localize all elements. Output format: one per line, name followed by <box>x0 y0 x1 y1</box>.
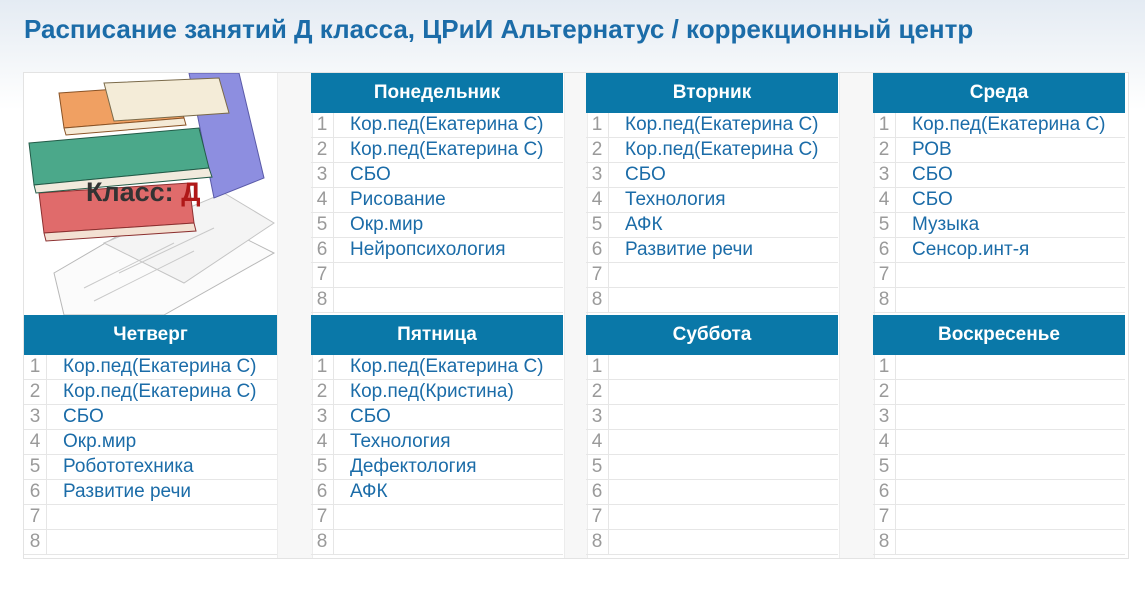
lesson-row <box>586 238 838 263</box>
lesson-subject <box>609 480 838 504</box>
day-header: Среда <box>873 73 1125 113</box>
lesson-number: 8 <box>873 530 896 554</box>
lesson-subject: Кор.пед(Екатерина С) <box>350 114 544 135</box>
lesson-number: 1 <box>586 355 609 379</box>
lesson-row <box>873 380 1125 405</box>
day-column-sunday <box>873 315 1125 555</box>
lesson-row <box>586 530 838 555</box>
class-label <box>86 177 200 208</box>
lesson-number: 5 <box>873 213 896 237</box>
lesson-subject: Кор.пед(Екатерина С) <box>63 381 257 402</box>
lesson-subject: Развитие речи <box>63 481 191 502</box>
lesson-subject: Технология <box>625 189 726 210</box>
lesson-row <box>311 505 563 530</box>
column-gap <box>277 73 313 558</box>
day-column-saturday <box>586 315 838 555</box>
lesson-row <box>24 430 277 455</box>
lesson-subject: Развитие речи <box>625 239 753 260</box>
lesson-number: 6 <box>586 480 609 504</box>
lesson-list <box>24 355 277 555</box>
lesson-number: 2 <box>873 138 896 162</box>
lesson-row <box>873 238 1125 263</box>
lesson-row <box>311 138 563 163</box>
lesson-number: 7 <box>586 505 609 529</box>
lesson-row <box>873 480 1125 505</box>
lesson-number: 8 <box>586 288 609 312</box>
lesson-row <box>24 455 277 480</box>
day-column-monday <box>311 73 563 313</box>
lesson-number: 3 <box>24 405 47 429</box>
lesson-row <box>873 263 1125 288</box>
lesson-row <box>24 480 277 505</box>
day-header: Воскресенье <box>873 315 1125 355</box>
lesson-number: 2 <box>586 138 609 162</box>
lesson-number: 1 <box>24 355 47 379</box>
lesson-number: 4 <box>311 430 334 454</box>
lesson-row <box>873 138 1125 163</box>
class-label-text: Класс: <box>86 177 174 207</box>
lesson-row <box>586 113 838 138</box>
lesson-row <box>873 163 1125 188</box>
lesson-number: 5 <box>24 455 47 479</box>
lesson-number: 6 <box>311 238 334 262</box>
lesson-number: 2 <box>24 380 47 404</box>
lesson-number: 5 <box>311 455 334 479</box>
lesson-subject: Рисование <box>350 189 446 210</box>
schedule-grid <box>23 72 1129 559</box>
lesson-row <box>873 188 1125 213</box>
lesson-subject: Кор.пед(Екатерина С) <box>63 356 257 377</box>
lesson-row <box>586 380 838 405</box>
lesson-row <box>873 355 1125 380</box>
lesson-subject <box>896 480 1125 504</box>
lesson-list <box>311 113 563 313</box>
lesson-subject <box>609 380 838 404</box>
lesson-row <box>311 263 563 288</box>
lesson-subject: Нейропсихология <box>350 239 506 260</box>
lesson-number: 3 <box>586 405 609 429</box>
lesson-row <box>311 480 563 505</box>
column-gap <box>839 73 875 558</box>
lesson-number: 7 <box>311 263 334 287</box>
lesson-number: 4 <box>873 430 896 454</box>
lesson-list <box>586 355 838 555</box>
class-illustration-box <box>24 73 277 315</box>
lesson-row <box>311 213 563 238</box>
lesson-subject: Кор.пед(Екатерина С) <box>350 356 544 377</box>
lesson-subject: Кор.пед(Кристина) <box>350 381 514 402</box>
lesson-row <box>873 288 1125 313</box>
lesson-row <box>586 505 838 530</box>
lesson-number: 5 <box>586 213 609 237</box>
lesson-subject: Окр.мир <box>63 431 137 452</box>
lesson-subject <box>896 380 1125 404</box>
lesson-subject <box>334 288 563 312</box>
lesson-list <box>873 355 1125 555</box>
lesson-number: 7 <box>24 505 47 529</box>
lesson-subject <box>609 455 838 479</box>
lesson-number: 8 <box>873 288 896 312</box>
lesson-row <box>24 355 277 380</box>
lesson-number: 4 <box>24 430 47 454</box>
lesson-row <box>586 480 838 505</box>
lesson-subject <box>609 288 838 312</box>
lesson-subject: Музыка <box>912 214 980 235</box>
lesson-subject: Робототехника <box>63 456 194 477</box>
lesson-row <box>24 380 277 405</box>
lesson-row <box>311 430 563 455</box>
lesson-number: 2 <box>311 380 334 404</box>
lesson-number: 6 <box>311 480 334 504</box>
lesson-number: 2 <box>873 380 896 404</box>
lesson-subject <box>896 505 1125 529</box>
lesson-row <box>586 188 838 213</box>
lesson-subject <box>334 530 563 554</box>
lesson-row <box>311 530 563 555</box>
lesson-number: 6 <box>24 480 47 504</box>
lesson-row <box>873 405 1125 430</box>
lesson-row <box>24 505 277 530</box>
lesson-row <box>586 263 838 288</box>
lesson-subject <box>609 505 838 529</box>
lesson-row <box>586 163 838 188</box>
lesson-subject: СБО <box>625 164 666 185</box>
lesson-row <box>311 238 563 263</box>
lesson-number: 2 <box>311 138 334 162</box>
lesson-number: 8 <box>586 530 609 554</box>
lesson-subject: СБО <box>912 189 953 210</box>
lesson-number: 5 <box>873 455 896 479</box>
lesson-subject: РОВ <box>912 139 952 160</box>
lesson-list <box>311 355 563 555</box>
lesson-row <box>586 455 838 480</box>
lesson-subject <box>896 288 1125 312</box>
lesson-subject <box>896 430 1125 454</box>
lesson-subject: СБО <box>912 164 953 185</box>
lesson-number: 4 <box>873 188 896 212</box>
lesson-number: 7 <box>586 263 609 287</box>
lesson-row <box>873 213 1125 238</box>
lesson-row <box>586 430 838 455</box>
lesson-number: 3 <box>873 405 896 429</box>
lesson-subject <box>609 405 838 429</box>
class-value: Д <box>181 177 201 207</box>
lesson-number: 4 <box>586 430 609 454</box>
lesson-row <box>311 113 563 138</box>
lesson-subject <box>609 430 838 454</box>
day-column-friday <box>311 315 563 555</box>
lesson-row <box>586 355 838 380</box>
lesson-subject <box>896 355 1125 379</box>
lesson-row <box>873 430 1125 455</box>
day-column-thursday <box>24 315 277 555</box>
lesson-row <box>586 213 838 238</box>
lesson-number: 1 <box>311 355 334 379</box>
lesson-row <box>586 405 838 430</box>
lesson-subject: Кор.пед(Екатерина С) <box>625 114 819 135</box>
lesson-subject <box>47 505 277 529</box>
lesson-subject <box>896 263 1125 287</box>
lesson-number: 7 <box>873 263 896 287</box>
lesson-row <box>24 530 277 555</box>
lesson-row <box>311 163 563 188</box>
lesson-list <box>873 113 1125 313</box>
day-header: Суббота <box>586 315 838 355</box>
lesson-row <box>311 455 563 480</box>
lesson-row <box>311 355 563 380</box>
lesson-number: 4 <box>311 188 334 212</box>
lesson-number: 8 <box>311 530 334 554</box>
lesson-row <box>873 113 1125 138</box>
lesson-number: 1 <box>586 113 609 137</box>
lesson-subject: Сенсор.инт-я <box>912 239 1030 260</box>
lesson-row <box>311 380 563 405</box>
lesson-number: 3 <box>873 163 896 187</box>
day-header: Пятница <box>311 315 563 355</box>
lesson-subject: СБО <box>350 164 391 185</box>
lesson-subject <box>334 505 563 529</box>
lesson-number: 6 <box>586 238 609 262</box>
lesson-row <box>311 288 563 313</box>
lesson-subject <box>896 455 1125 479</box>
day-header: Четверг <box>24 315 277 355</box>
lesson-number: 3 <box>311 163 334 187</box>
lesson-subject <box>896 405 1125 429</box>
lesson-number: 3 <box>586 163 609 187</box>
lesson-row <box>24 405 277 430</box>
day-column-tuesday <box>586 73 838 313</box>
lesson-number: 2 <box>586 380 609 404</box>
page-title: Расписание занятий Д класса, ЦРиИ Альтернатус / коррекционный центр <box>24 14 974 44</box>
lesson-subject <box>609 530 838 554</box>
lesson-number: 3 <box>311 405 334 429</box>
lesson-number: 1 <box>311 113 334 137</box>
lesson-list <box>586 113 838 313</box>
lesson-row <box>873 505 1125 530</box>
lesson-subject: СБО <box>63 406 104 427</box>
lesson-subject: Окр.мир <box>350 214 424 235</box>
lesson-number: 8 <box>311 288 334 312</box>
lesson-subject <box>609 355 838 379</box>
lesson-subject <box>609 263 838 287</box>
lesson-number: 7 <box>873 505 896 529</box>
day-header: Вторник <box>586 73 838 113</box>
column-gap <box>564 73 588 558</box>
lesson-subject: СБО <box>350 406 391 427</box>
lesson-row <box>311 188 563 213</box>
lesson-number: 5 <box>311 213 334 237</box>
lesson-number: 7 <box>311 505 334 529</box>
lesson-subject <box>896 530 1125 554</box>
lesson-number: 6 <box>873 480 896 504</box>
lesson-number: 4 <box>586 188 609 212</box>
lesson-number: 1 <box>873 355 896 379</box>
lesson-number: 8 <box>24 530 47 554</box>
lesson-number: 5 <box>586 455 609 479</box>
lesson-subject <box>47 530 277 554</box>
lesson-subject <box>334 263 563 287</box>
lesson-subject: АФК <box>625 214 663 235</box>
lesson-number: 6 <box>873 238 896 262</box>
lesson-subject: Кор.пед(Екатерина С) <box>912 114 1106 135</box>
lesson-number: 1 <box>873 113 896 137</box>
lesson-row <box>873 530 1125 555</box>
lesson-row <box>311 405 563 430</box>
lesson-subject: Дефектология <box>350 456 477 477</box>
lesson-subject: АФК <box>350 481 388 502</box>
lesson-row <box>586 138 838 163</box>
lesson-subject: Кор.пед(Екатерина С) <box>625 139 819 160</box>
day-header: Понедельник <box>311 73 563 113</box>
lesson-row <box>873 455 1125 480</box>
day-column-wednesday <box>873 73 1125 313</box>
lesson-row <box>586 288 838 313</box>
lesson-subject: Технология <box>350 431 451 452</box>
lesson-subject: Кор.пед(Екатерина С) <box>350 139 544 160</box>
